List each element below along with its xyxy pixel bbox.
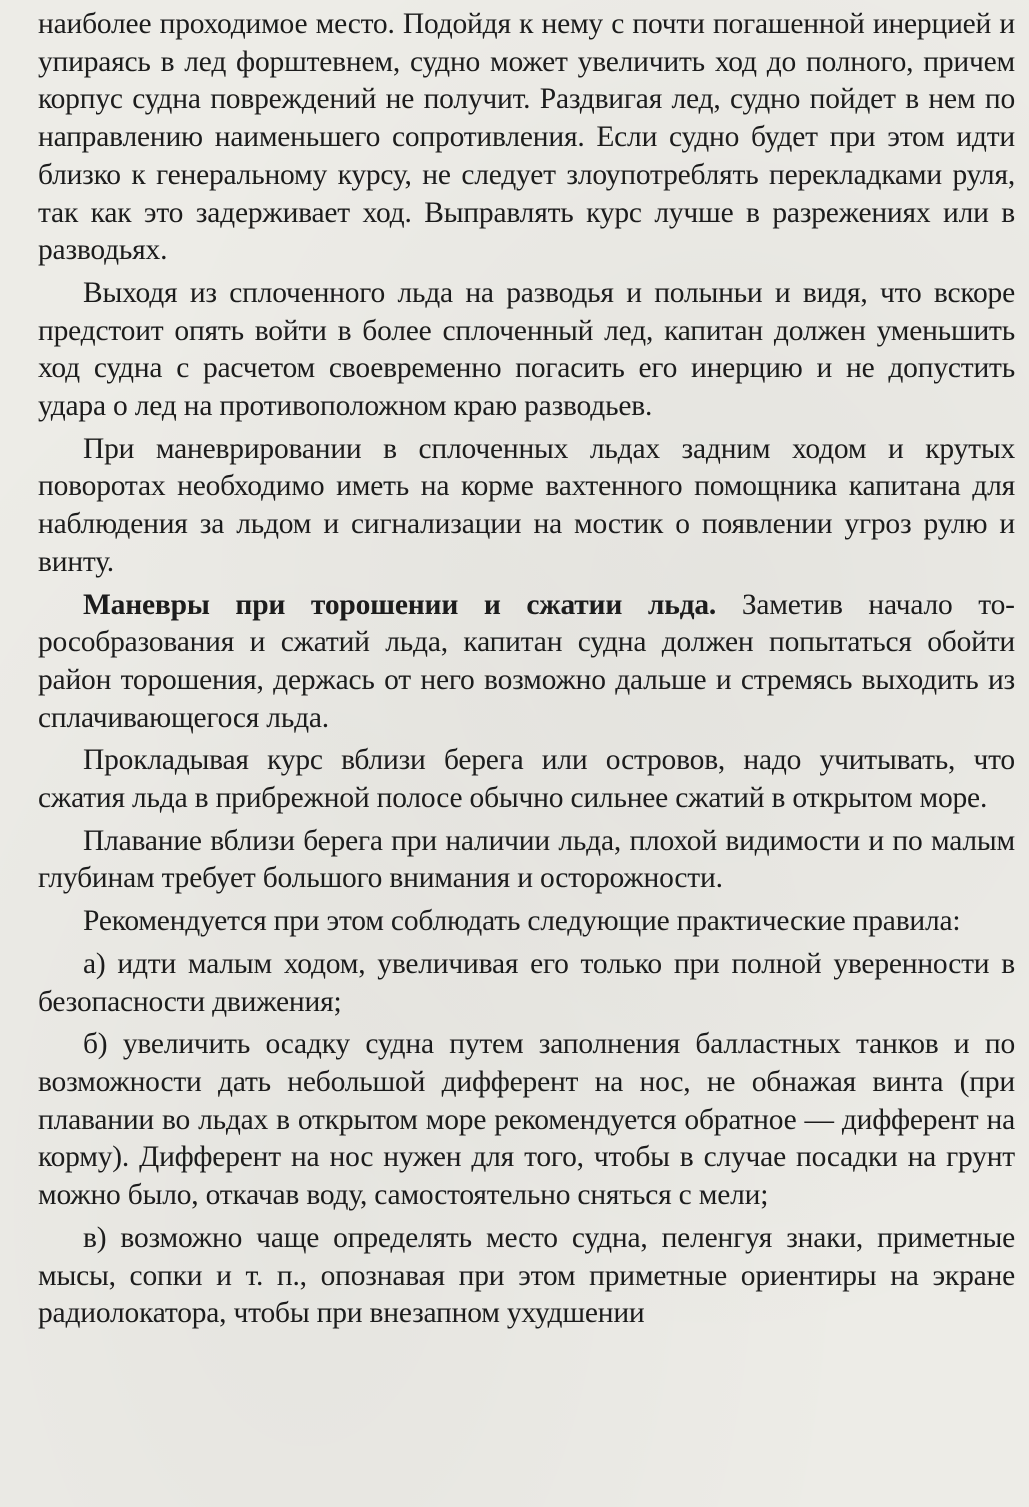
run-in-heading: Маневры при торошении и сжатии льда. <box>83 588 717 621</box>
paragraph-rule-a <box>38 946 1015 1021</box>
paragraph-text: При маневрировании в сплоченных льдах задним ходом и крутых поворотах необходимо иметь на корме вахтенного помощника капитана для наблюдения за льдом и сигнализации на мостик о появлении угроз рулю и винту. <box>38 432 1015 578</box>
paragraph-text: наиболее проходимое место. Подойдя к нему с почти погашенной инерцией и упираясь в лед форштевнем, судно может увеличить ход до полного, причем корпус судна повреждений не получит. Раздвигая лед, судно пойдет в нем по направлению наименьшего сопротивления. Если судно будет при этом идти близко к генеральному курсу, не следует злоупотреблять перекладками руля, так как это задерживает ход. Выправлять курс лучше в разрежениях или в разводьях. <box>38 8 1015 267</box>
paragraph-text: б) увеличить осадку судна путем заполнения балластных танков и по возможности дать небольшой дифферент на нос, не обнажая винта (при плавании во льдах в открытом море рекомендуется обратное — дифферент на корму). Дифферент на нос нужен для того, чтобы в случае посадки на грунт можно было, откачав воду, самостоятельно сняться с мели; <box>38 1028 1015 1212</box>
paragraph-continuation <box>38 6 1015 270</box>
paragraph-text: а) идти малым ходом, увеличивая его только при полной уверенности в безопасности движения; <box>38 947 1015 1018</box>
paragraph-rules-intro <box>38 903 1015 941</box>
paragraph-text: Выходя из сплоченного льда на разводья и полыньи и видя, что вскоре предстоит опять войти в более сплоченный лед, капитан должен уменьшить ход судна с расчетом своевременно погасить его инерцию и не допустить удара о лед на противоположном краю разводьев. <box>38 276 1015 423</box>
paragraph-text: Прокладывая курс вблизи берега или островов, надо учитывать, что сжатия льда в прибрежной полосе обычно сильнее сжатий в открытом море. <box>38 744 1015 815</box>
paragraph-leaving-ice <box>38 275 1015 426</box>
paragraph-coastal-course <box>38 742 1015 817</box>
paragraph-coastal-navigation <box>38 823 1015 898</box>
paragraph-rule-b <box>38 1026 1015 1215</box>
paragraph-text: в) возможно чаще определять место судна, пеленгуя знаки, приметные мысы, сопки и т. п., опознавая при этом приметные ориентиры на экране радиолокатора, чтобы при внезапном ухудшении <box>38 1221 1015 1330</box>
paragraph-text: Плавание вблизи берега при наличии льда, плохой видимости и по малым глубинам требует большого внимания и осторожности. <box>38 824 1015 895</box>
paragraph-reverse-maneuvering <box>38 431 1015 582</box>
paragraph-text: Рекомендуется при этом соблюдать следующие практические правила: <box>83 905 961 938</box>
paragraph-hummocking <box>38 587 1015 738</box>
paragraph-text: Заметив начало торособразования и сжатий льда, капитан судна должен попытаться обойти район торошения, держась от него возможно дальше и стремясь выходить из сплачивающегося льда. <box>38 588 1015 734</box>
paragraph-rule-c <box>38 1220 1015 1333</box>
